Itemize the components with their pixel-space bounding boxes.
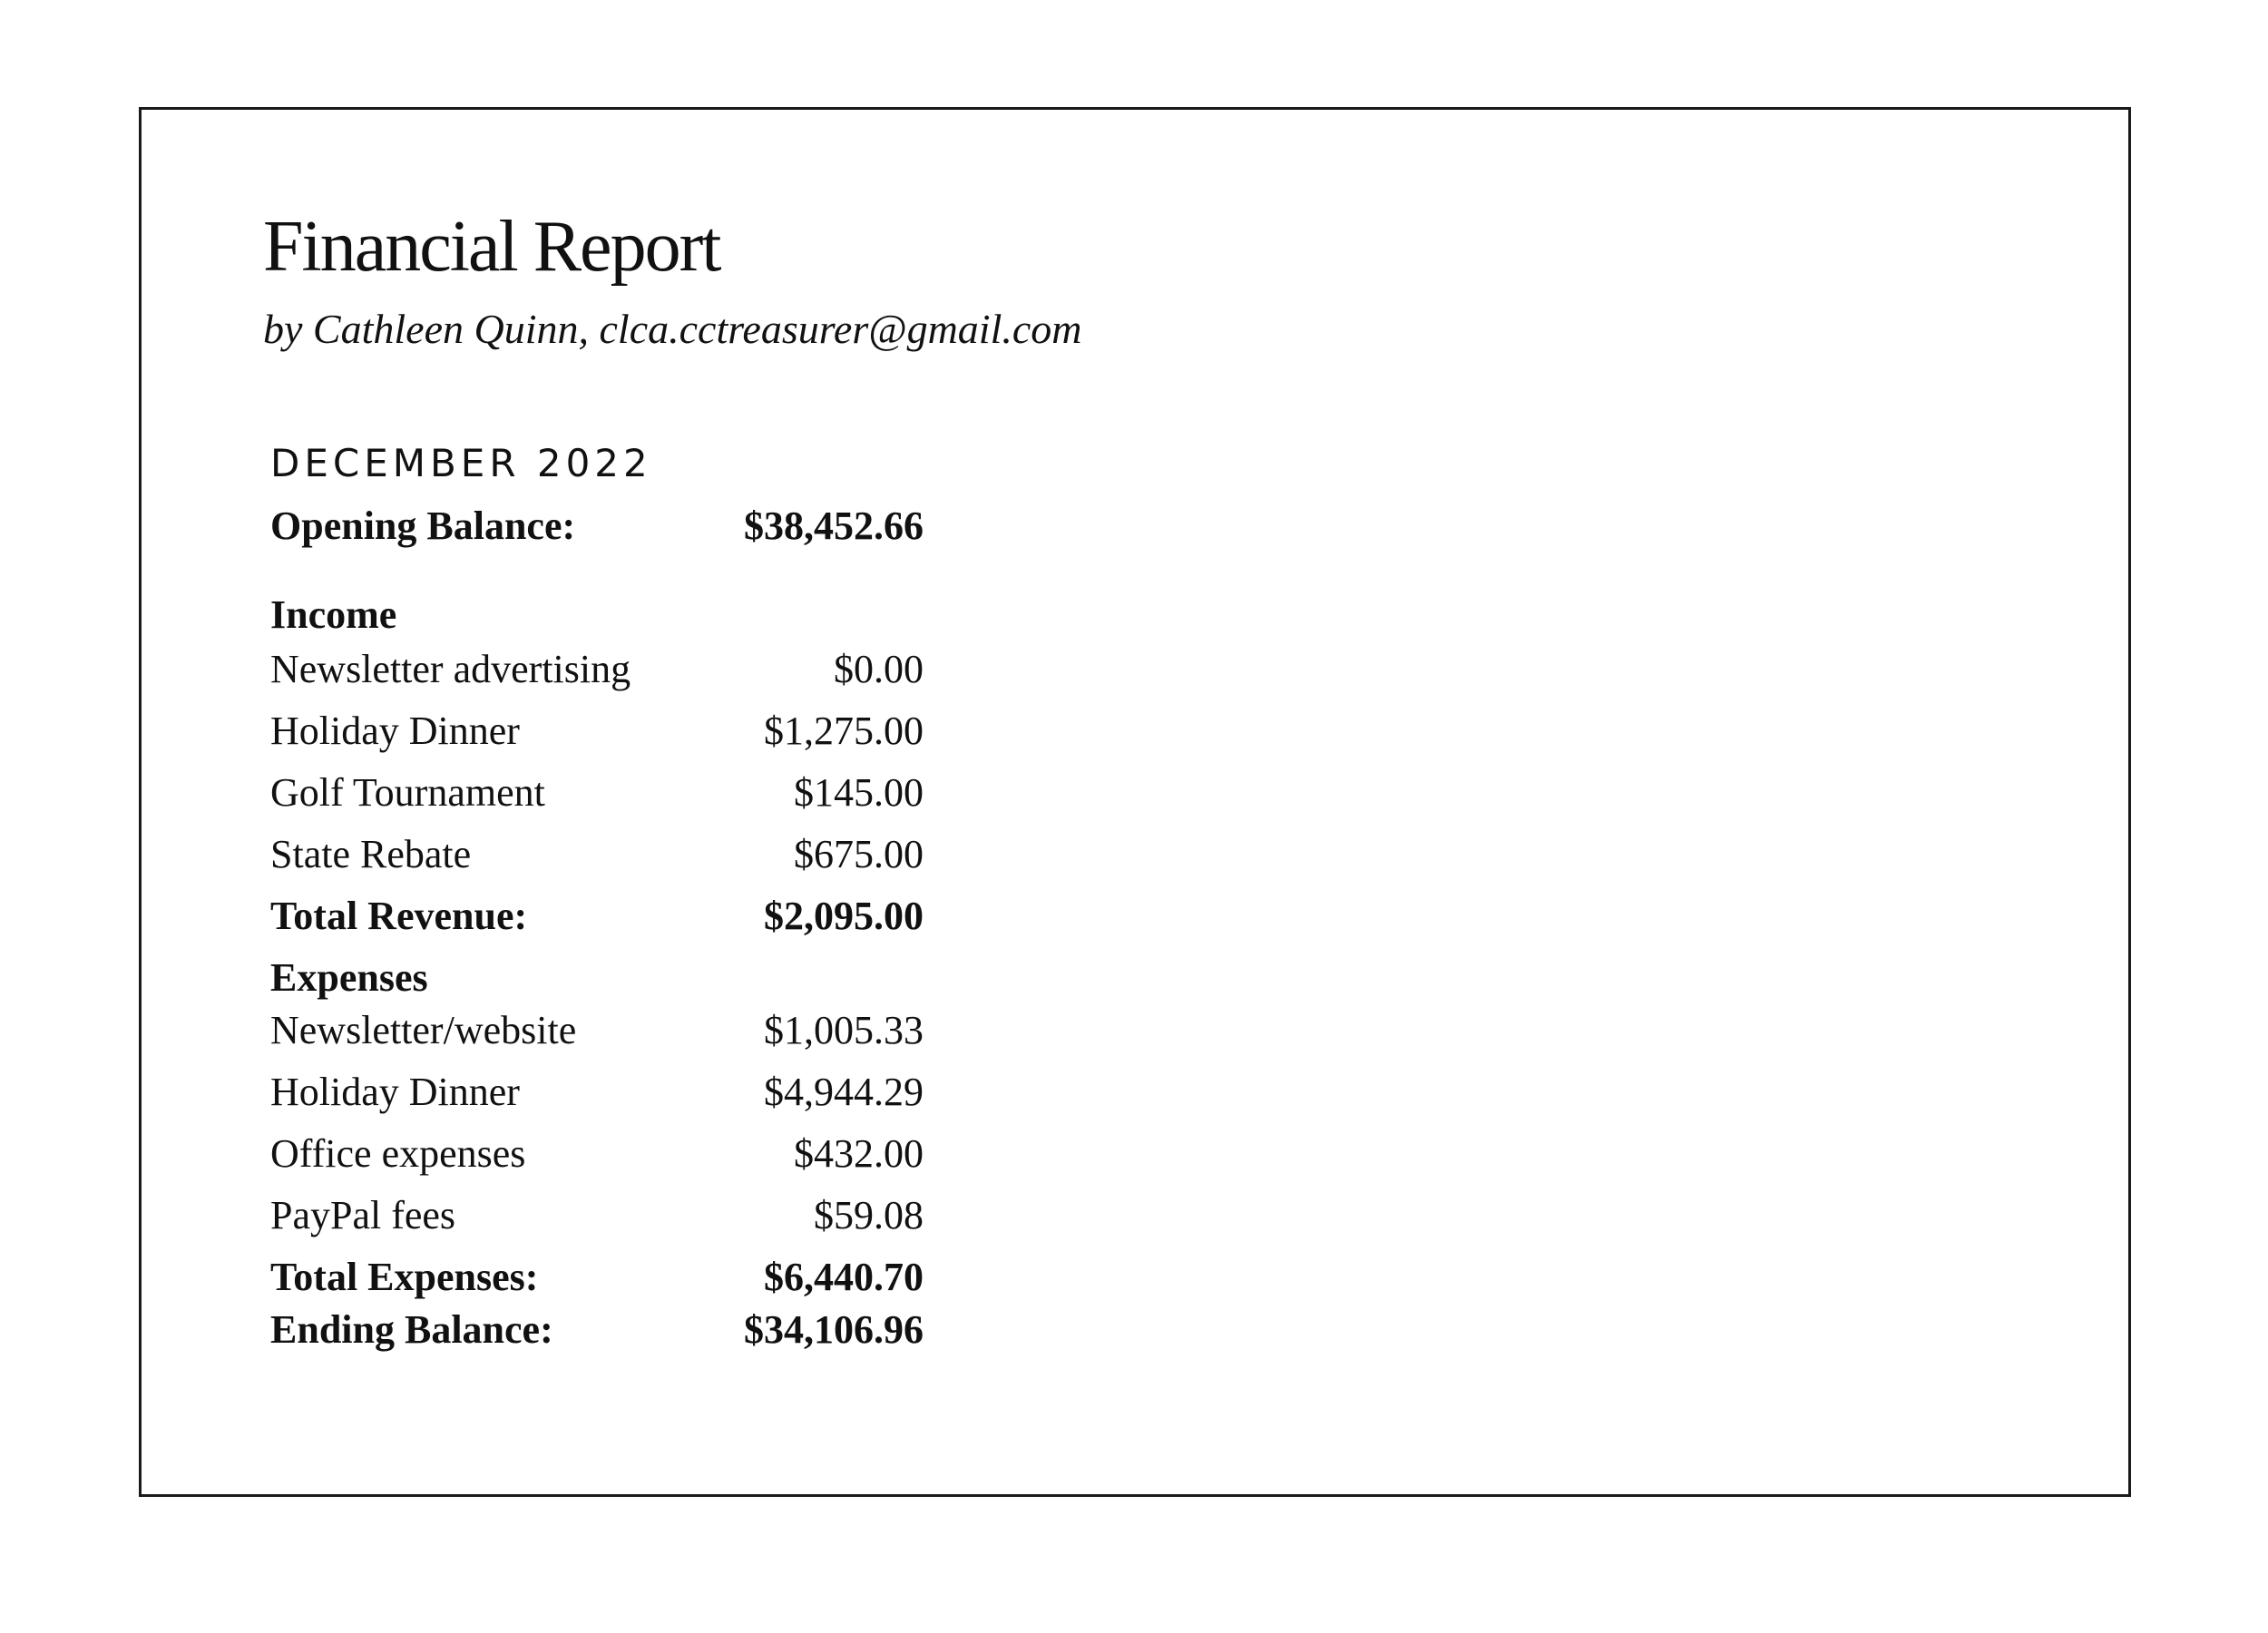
expense-row	[270, 1131, 924, 1188]
total-revenue-row	[270, 896, 924, 951]
income-row-amount: $0.00	[834, 647, 924, 691]
expense-row-label: Holiday Dinner	[270, 1070, 520, 1114]
income-row-label: Golf Tournament	[270, 770, 545, 815]
expense-row-amount: $432.00	[794, 1131, 924, 1176]
ending-balance-label: Ending Balance:	[270, 1307, 553, 1352]
income-heading: Income	[270, 592, 397, 637]
income-row	[270, 832, 924, 889]
total-revenue-amount: $2,095.00	[764, 894, 924, 938]
report-byline: by Cathleen Quinn, clca.cctreasurer@gmail.com	[263, 306, 1082, 352]
total-expenses-row	[270, 1257, 924, 1312]
opening-balance-row	[270, 506, 924, 561]
expenses-heading: Expenses	[270, 955, 428, 1000]
expense-row-label: Office expenses	[270, 1131, 526, 1176]
report-month: DECEMBER 2022	[270, 441, 652, 485]
income-row-amount: $145.00	[794, 770, 924, 815]
income-row-label: Holiday Dinner	[270, 709, 520, 753]
income-row-label: State Rebate	[270, 832, 472, 876]
opening-balance-amount: $38,452.66	[744, 504, 924, 548]
expense-row	[270, 1072, 924, 1127]
income-row	[270, 647, 924, 704]
expense-row-label: PayPal fees	[270, 1193, 456, 1237]
total-revenue-label: Total Revenue:	[270, 894, 528, 938]
ending-balance-amount: $34,106.96	[744, 1307, 924, 1352]
opening-balance-label: Opening Balance:	[270, 504, 576, 548]
expense-row-amount: $4,944.29	[764, 1070, 924, 1114]
income-row	[270, 770, 924, 827]
total-expenses-amount: $6,440.70	[764, 1255, 924, 1299]
income-row-label: Newsletter advertising	[270, 647, 631, 691]
income-row-amount: $675.00	[794, 832, 924, 876]
report-title: Financial Report	[263, 207, 720, 287]
total-expenses-label: Total Expenses:	[270, 1255, 539, 1299]
expense-row-amount: $59.08	[814, 1193, 924, 1237]
expense-row	[270, 1008, 924, 1065]
expense-row-label: Newsletter/website	[270, 1008, 577, 1052]
expense-row-amount: $1,005.33	[764, 1008, 924, 1052]
ending-balance-row	[270, 1307, 924, 1364]
expense-row	[270, 1193, 924, 1250]
income-row-amount: $1,275.00	[764, 709, 924, 753]
income-row	[270, 711, 924, 766]
